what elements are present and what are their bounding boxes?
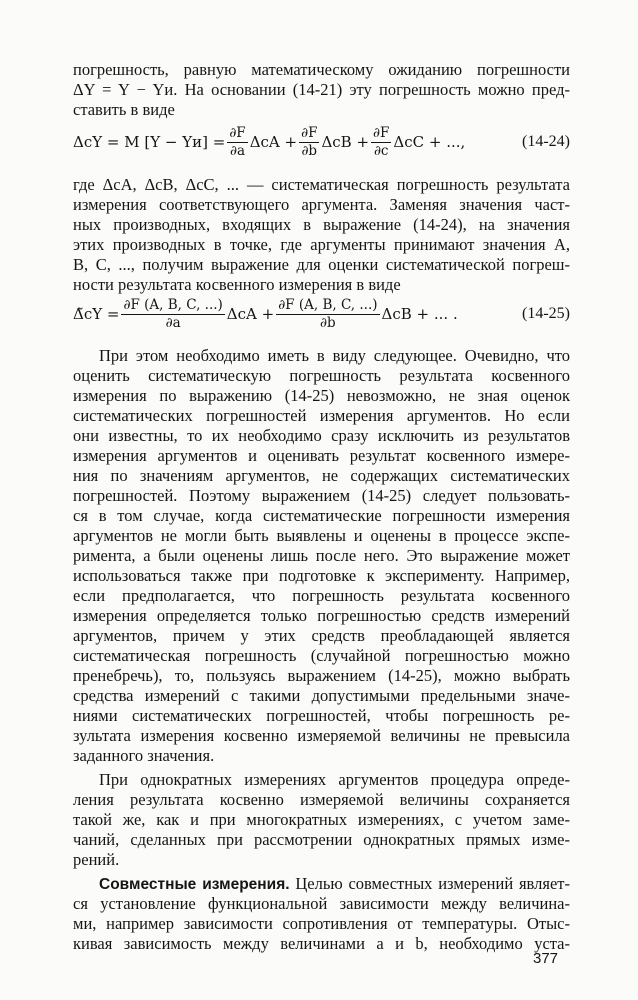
paragraph-line: рений. — [73, 850, 120, 869]
paragraph-line: пренебречь), то, пользуясь выражением (14-25), можно выбрать — [73, 666, 570, 685]
partial-fraction-a: $\frac{\partial F}{\partial a}$ — [229, 124, 246, 159]
paragraph-line: ми, например зависимости сопротивления от температуры. Отыс- — [73, 914, 570, 933]
paragraph-line: римента, а были оценены лишь после него. Это выражение может — [73, 546, 570, 565]
paragraph-line: ся установление функциональной зависимости между величина- — [73, 894, 570, 913]
paragraph-line: ся в том случае, когда систематические погрешности измерения — [73, 506, 570, 525]
partial-fraction-b: $\frac{\partial F}{\partial b}$ — [301, 124, 318, 159]
partial-fraction-a: $\frac{\partial F (A, B, C, ...)}{\partial a}$ — [123, 296, 223, 331]
section-heading: Совместные измерения. — [99, 876, 290, 893]
intro-line-3: ставить в виде — [73, 100, 175, 119]
partial-fraction-b: $\frac{\partial F (A, B, C, ...)}{\partial b}$ — [278, 296, 378, 331]
eq1-lhs: ΔсY = M [Y − Yи] = — [73, 133, 226, 151]
paragraph-line: аргументов не могли быть выявлены и оценены в процессе экспе- — [73, 526, 570, 545]
text-line: ных производных, входящих в выражение (14-24), на значения — [73, 215, 570, 234]
paragraph-line: такой же, как и при многократных измерениях, с учетом заме- — [73, 810, 570, 829]
intro-line-1: погрешность, равную математическому ожиданию погрешности — [73, 60, 570, 79]
paragraph-line: измерения определяется только погрешностью средств измерений — [73, 606, 570, 625]
paragraph-line: При этом необходимо иметь в виду следующее. Очевидно, что — [99, 346, 570, 365]
equation-14-24: ΔсY = M [Y − Yи] = $\frac{\partial F}{\partial a}$ ΔсA + $\frac{\partial F}{\partial b}$ ΔсB + $\frac{\partial F}{\partial c}$ ΔсC + ..., (14-24) — [73, 124, 570, 159]
paragraph-line: чаний, сделанных при рассмотрении однократных прямых изме- — [73, 830, 570, 849]
text-line: этих производных в точке, где аргументы принимают значения A, — [73, 235, 570, 254]
text-line: ности результата косвенного измерения в виде — [73, 275, 401, 294]
paragraph-line: средства измерений с такими допустимыми предельными значе- — [73, 686, 570, 705]
paragraph-line: аргументов, причем у этих средств преобладающей является — [73, 626, 570, 645]
paragraph-line: они известны, то их необходимо сразу исключить из результатов — [73, 426, 570, 445]
paragraph-line: ния по значениям аргументов, не содержащих систематических — [73, 466, 570, 485]
paragraph-line: кивая зависимость между величинами a и b, необходимо уста- — [73, 934, 570, 953]
paragraph-line: ниями систематических погрешностей, чтобы погрешность ре- — [73, 706, 570, 725]
paragraph-line: измерения аргументов и оценивать результат косвенного измере- — [73, 446, 570, 465]
section-first-line: Совместные измерения. Целью совместных измерений являет- — [99, 874, 570, 893]
paragraph-line: если предполагается, что погрешность результата косвенного — [73, 586, 570, 605]
paragraph-line: погрешностей. Поэтому выражением (14-25) следует пользовать- — [73, 486, 570, 505]
paragraph-line: систематических погрешностей измерения аргументов. Но если — [73, 406, 570, 425]
text-line: измерения соответствующего аргумента. Заменяя значения част- — [73, 195, 570, 214]
page-number: 377 — [533, 950, 559, 967]
paragraph-line: заданного значения. — [73, 746, 215, 765]
paragraph-line: ления результата косвенно измеряемой величины сохраняется — [73, 790, 570, 809]
text-line: где ΔсA, ΔсB, ΔсC, ... — систематическая погрешность результата — [73, 175, 570, 194]
paragraph-line: измерения по выражению (14-25) невозможно, не зная оценок — [73, 386, 570, 405]
paragraph-line: При однократных измерениях аргументов процедура опреде- — [99, 770, 570, 789]
intro-line-2: ΔY = Y − Yи. На основании (14-21) эту погрешность можно пред- — [73, 80, 570, 99]
paragraph-line: оценить систематическую погрешность результата косвенного — [73, 366, 570, 385]
paragraph-line: зультата измерения косвенно измеряемой величины не превысила — [73, 726, 570, 745]
equation-14-25: Δ̃сY = $\frac{\partial F (A, B, C, ...)}{\partial a}$ ΔсA + $\frac{\partial F (A, B, C, ...)}{\partial b}$ ΔсB + ... . (14-25) — [73, 296, 570, 331]
partial-fraction-c: $\frac{\partial F}{\partial c}$ — [373, 124, 390, 159]
paragraph-line: систематическая погрешность (случайной погрешностью можно — [73, 646, 570, 665]
equation-number: (14-24) — [522, 133, 570, 150]
paragraph-line: использоваться также при подготовке к эксперименту. Например, — [73, 566, 570, 585]
equation-number: (14-25) — [522, 305, 570, 322]
eq2-lhs: Δ̃сY = — [73, 305, 120, 323]
text-line: B, C, ..., получим выражение для оценки систематической погреш- — [73, 255, 570, 274]
